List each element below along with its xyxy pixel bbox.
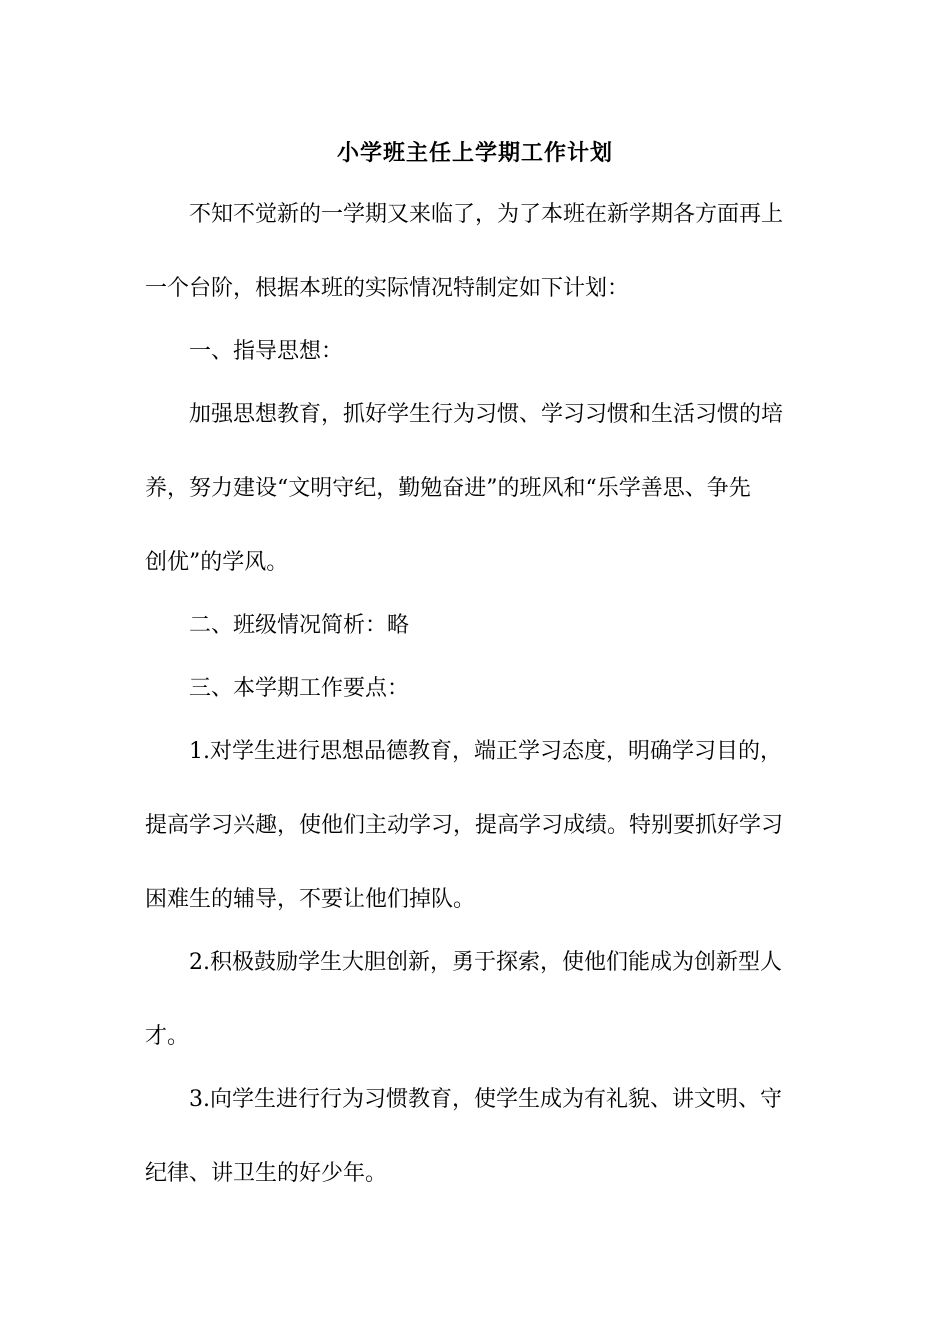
item-3-line-1: 3.向学生进行行为习惯教育，使学生成为有礼貌、讲文明、守	[189, 1087, 782, 1112]
section-heading-class-analysis: 二、班级情况简析：略	[189, 613, 410, 638]
item-1-line-3: 困难生的辅导，不要让他们掉队。	[145, 887, 476, 912]
document-title: 小学班主任上学期工作计划	[336, 140, 613, 166]
item-1-line-2: 提高学习兴趣，使他们主动学习，提高学习成绩。特别要抓好学习	[145, 813, 784, 838]
paragraph-ideology-line-2: 养，努力建设“文明守纪，勤勉奋进”的班风和“乐学善思、争先	[145, 476, 751, 501]
item-3-line-2: 纪律、讲卫生的好少年。	[145, 1161, 388, 1186]
item-2-line-2: 才。	[145, 1024, 190, 1049]
paragraph-ideology-line-3: 创优”的学风。	[145, 550, 289, 575]
section-heading-work-points: 三、本学期工作要点：	[189, 676, 410, 701]
paragraph-ideology-line-1: 加强思想教育，抓好学生行为习惯、学习习惯和生活习惯的培	[189, 402, 784, 427]
item-1-line-1: 1.对学生进行思想品德教育，端正学习态度，明确学习目的，	[189, 739, 782, 764]
item-2-line-1: 2.积极鼓励学生大胆创新，勇于探索，使他们能成为创新型人	[189, 950, 782, 975]
paragraph-intro-line-2: 一个台阶，根据本班的实际情况特制定如下计划：	[145, 276, 630, 301]
paragraph-intro-line-1: 不知不觉新的一学期又来临了，为了本班在新学期各方面再上	[189, 202, 784, 227]
section-heading-guiding-ideology: 一、指导思想：	[189, 339, 344, 364]
